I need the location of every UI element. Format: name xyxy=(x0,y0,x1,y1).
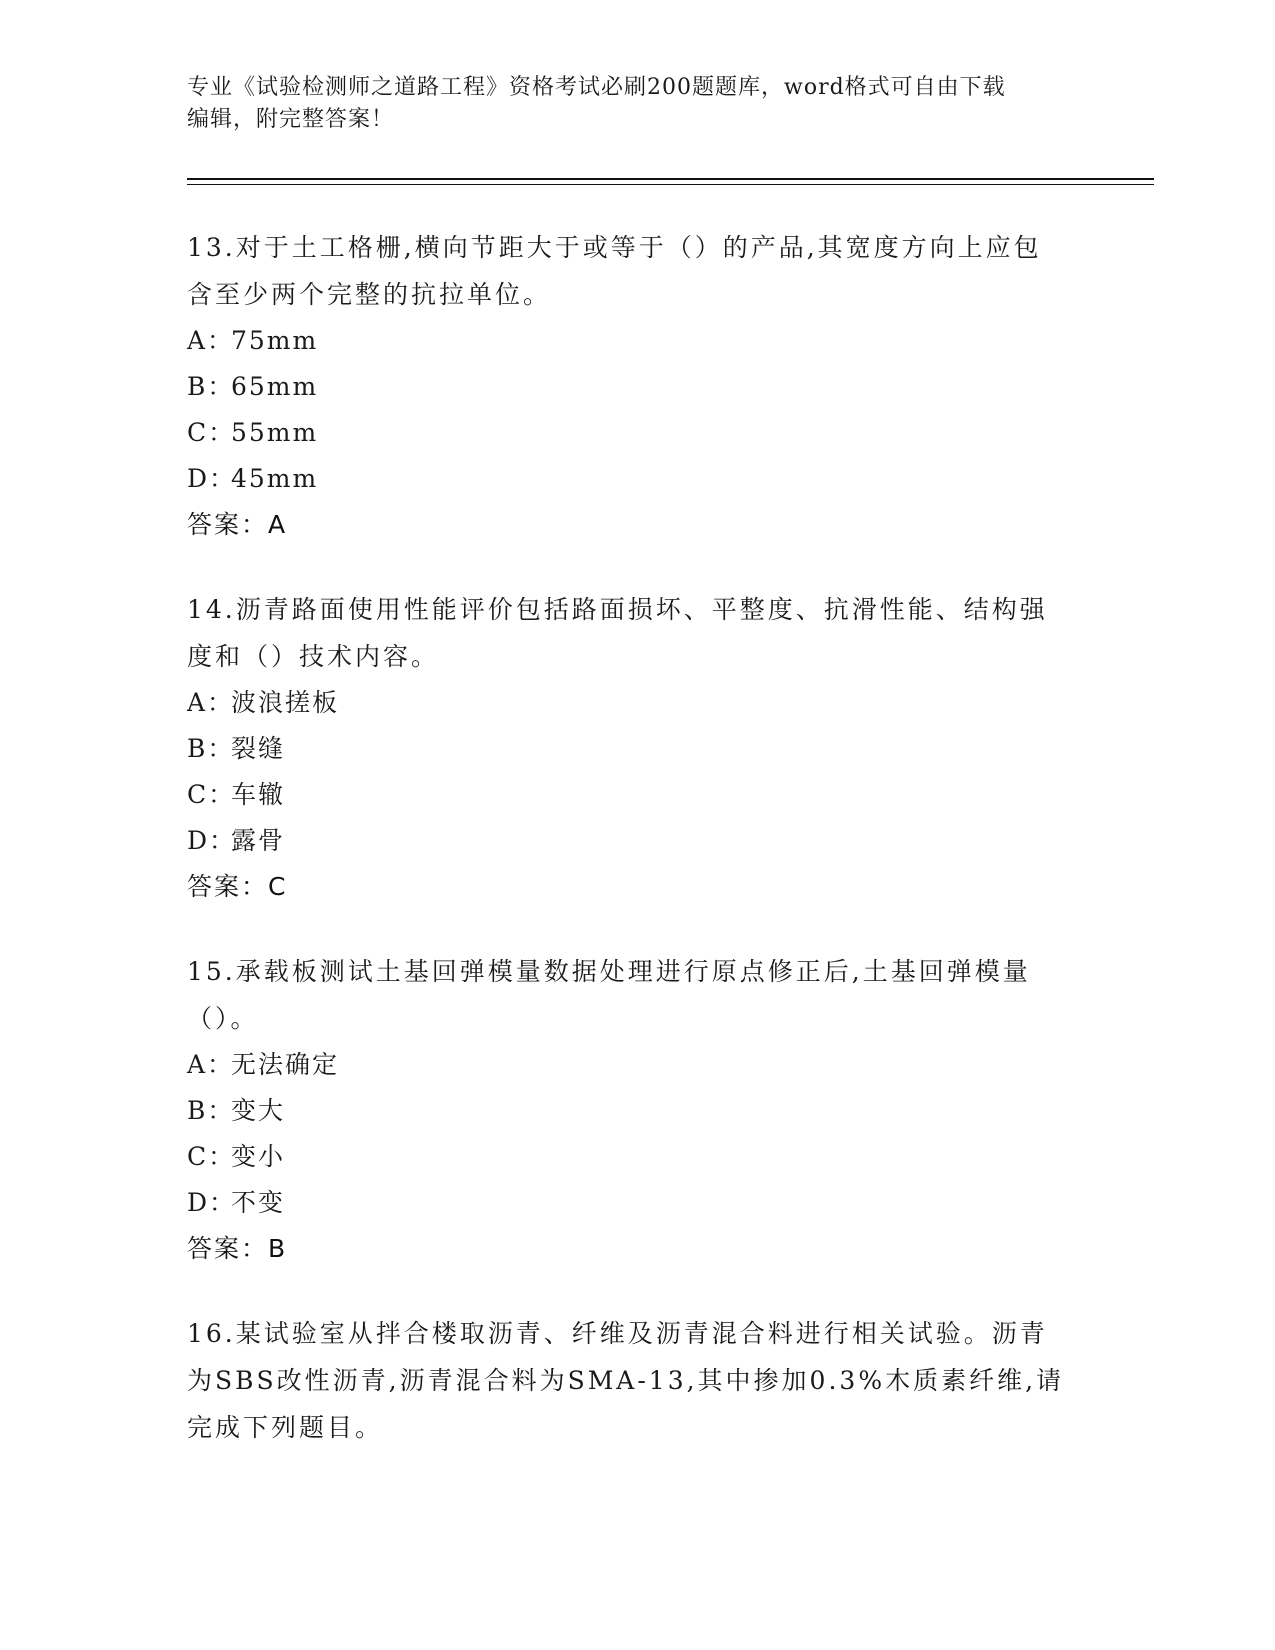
option-c xyxy=(187,410,1087,456)
option-key: B： xyxy=(187,734,235,763)
question-text-line: 16.某试验室从拌合楼取沥青、纤维及沥青混合料进行相关试验。沥青 xyxy=(187,1319,1048,1348)
question-text-line: （）。 xyxy=(187,1004,259,1033)
option-b xyxy=(187,364,1087,410)
header-line-2: 编辑，附完整答案！ xyxy=(187,107,395,132)
option-key: A： xyxy=(187,688,235,717)
header-line-1: 专业《试验检测师之道路工程》资格考试必刷200题题库，word格式可自由下载 xyxy=(187,75,1006,100)
option-d xyxy=(187,456,1087,502)
option-value: 变大 xyxy=(231,1096,286,1125)
question-text-line: 15.承载板测试土基回弹模量数据处理进行原点修正后,土基回弹模量 xyxy=(187,957,1031,986)
option-value: 露骨 xyxy=(231,826,286,855)
option-key: B： xyxy=(187,1096,235,1125)
option-key: D： xyxy=(187,826,237,855)
option-value: 75mm xyxy=(231,326,319,355)
option-key: D： xyxy=(187,464,237,493)
header-divider-thin xyxy=(187,184,1154,185)
header-divider-thick xyxy=(187,178,1154,180)
answer-label: 答案：A xyxy=(187,510,288,539)
option-value: 55mm xyxy=(231,418,319,447)
answer-label: 答案：C xyxy=(187,872,288,901)
option-c xyxy=(187,1134,1087,1180)
option-key: B： xyxy=(187,372,235,401)
option-key: C： xyxy=(187,1142,236,1171)
question-13 xyxy=(187,224,1087,548)
option-value: 45mm xyxy=(231,464,319,493)
question-14 xyxy=(187,586,1087,910)
document-header xyxy=(187,72,1067,136)
option-b xyxy=(187,1088,1087,1134)
option-a xyxy=(187,680,1087,726)
option-key: A： xyxy=(187,326,235,355)
question-text-line: 13.对于土工格栅,横向节距大于或等于（）的产品,其宽度方向上应包 xyxy=(187,233,1042,262)
option-value: 裂缝 xyxy=(231,734,286,763)
option-key: A： xyxy=(187,1050,235,1079)
option-a xyxy=(187,1042,1087,1088)
question-text-line: 完成下列题目。 xyxy=(187,1413,384,1442)
option-value: 不变 xyxy=(231,1188,286,1217)
question-16 xyxy=(187,1310,1087,1451)
option-d xyxy=(187,1180,1087,1226)
option-d xyxy=(187,818,1087,864)
answer-label: 答案：B xyxy=(187,1234,288,1263)
option-value: 65mm xyxy=(231,372,319,401)
option-value: 车辙 xyxy=(231,780,286,809)
option-b xyxy=(187,726,1087,772)
question-text-line: 为SBS改性沥青,沥青混合料为SMA-13,其中掺加0.3%木质素纤维,请 xyxy=(187,1366,1065,1395)
option-value: 无法确定 xyxy=(231,1050,340,1079)
option-key: D： xyxy=(187,1188,237,1217)
option-key: C： xyxy=(187,418,236,447)
question-text-line: 含至少两个完整的抗拉单位。 xyxy=(187,280,552,309)
option-value: 变小 xyxy=(231,1142,286,1171)
question-text-line: 14.沥青路面使用性能评价包括路面损坏、平整度、抗滑性能、结构强 xyxy=(187,595,1048,624)
option-value: 波浪搓板 xyxy=(231,688,340,717)
option-a xyxy=(187,318,1087,364)
option-c xyxy=(187,772,1087,818)
question-15 xyxy=(187,948,1087,1272)
question-text-line: 度和（）技术内容。 xyxy=(187,642,440,671)
option-key: C： xyxy=(187,780,236,809)
